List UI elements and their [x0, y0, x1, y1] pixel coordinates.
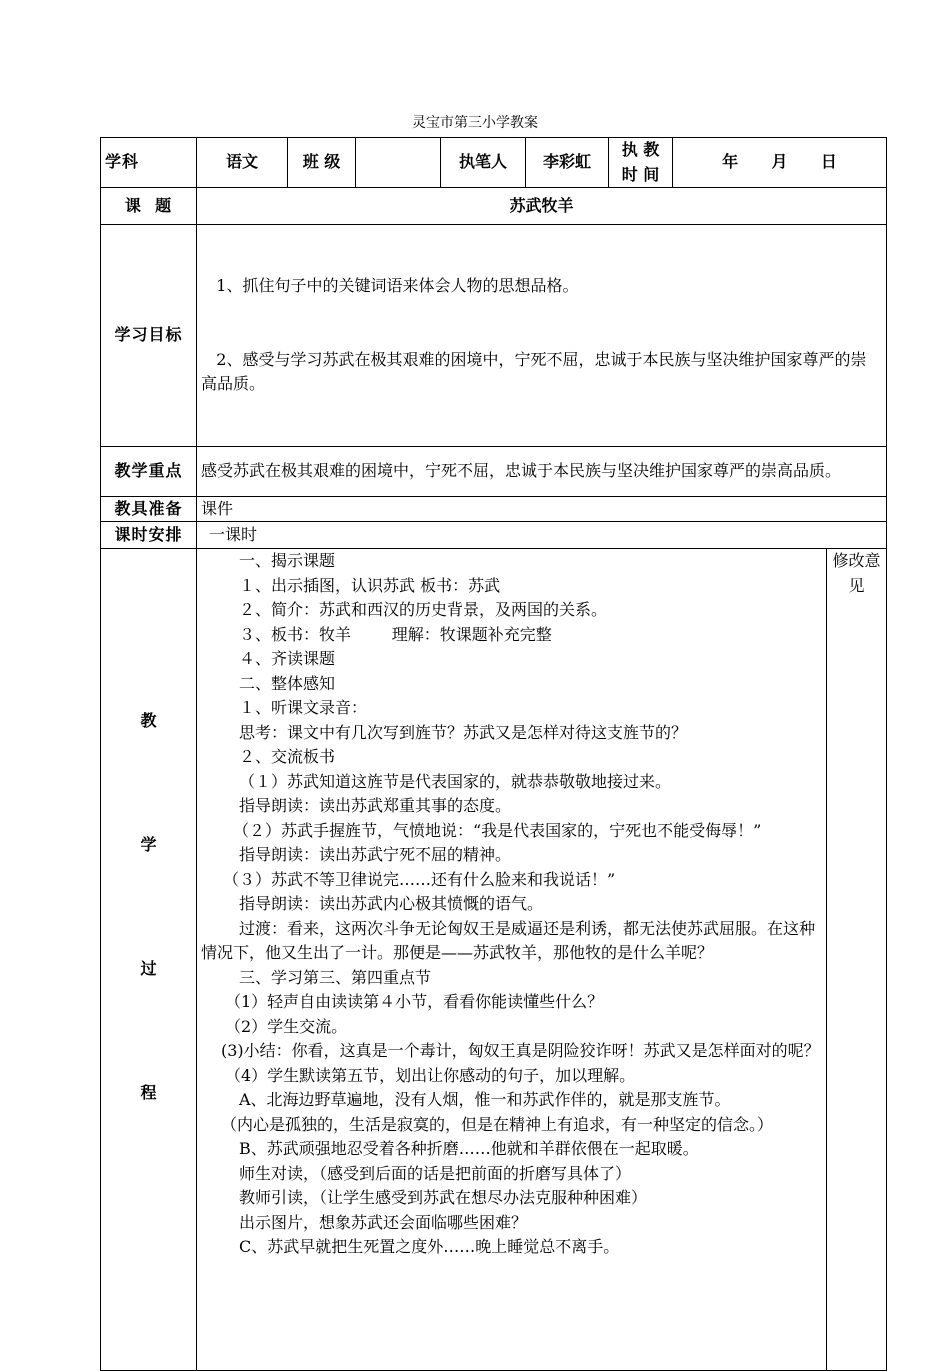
- process-line: ３、板书：牧羊 理解：牧课题补充完整: [239, 624, 552, 644]
- process-line: 出示图片，想象苏武还会面临哪些困难？: [239, 1212, 528, 1232]
- process-line: B、苏武顽强地忍受着各种折磨……他就和羊群依偎在一起取暖。: [239, 1139, 699, 1158]
- topic-value: 苏武牧羊: [197, 188, 887, 225]
- process-line: ４、齐读课题: [239, 649, 336, 668]
- schedule-row: [101, 522, 887, 549]
- process-line: 一、揭示课题: [239, 551, 336, 570]
- process-content: [197, 549, 827, 1371]
- header-row: [101, 138, 887, 188]
- process-line: 教师引读，（让学生感受到苏武在想尽办法克服种种困难）: [239, 1188, 648, 1207]
- goals-label: 学习目标: [101, 225, 197, 447]
- lesson-plan-table: [100, 137, 887, 1371]
- process-line: C、苏武早就把生死置之度外……晚上睡觉总不离手。: [239, 1237, 620, 1256]
- revision-notes: 修改意见: [827, 549, 887, 1371]
- subject-label: 学科: [101, 138, 197, 188]
- process-line: A、北海边野草遍地，没有人烟，惟一和苏武作伴的，就是那支旌节。: [239, 1090, 731, 1109]
- process-line: （３）苏武不等卫律说完……还有什么脸来和我说话！”: [223, 869, 616, 889]
- schedule-label: 课时安排: [101, 522, 197, 549]
- subject-value: 语文: [197, 138, 288, 188]
- goal-2: 2、感受与学习苏武在极其艰难的困境中，宁死不屈，忠诚于本民族与坚决维护国家尊严的崇高品质。: [201, 349, 867, 393]
- tools-row: [101, 496, 887, 522]
- process-line: ２、简介：苏武和西汉的历史背景，及两国的关系。: [239, 600, 608, 619]
- process-line: （内心是孤独的，生活是寂寞的，但是在精神上有追求，有一种坚定的信念。）: [221, 1114, 774, 1134]
- teaching-time-label-2: 时 间: [621, 164, 660, 184]
- schedule-value: 一课时: [197, 522, 887, 549]
- process-line: 指导朗读：读出苏武内心极其愤慨的语气。: [239, 894, 544, 913]
- process-line: 思考：课文中有几次写到旌节？苏武又是怎样对待这支旌节的？: [239, 722, 688, 742]
- process-char-4: 程: [140, 1083, 157, 1102]
- process-line: （2）学生交流。: [225, 1016, 348, 1036]
- focus-label: 教学重点: [101, 446, 197, 496]
- process-line: 师生对读，（感受到后面的话是把前面的折磨写具体了）: [239, 1163, 632, 1183]
- focus-value: 感受苏武在极其艰难的困境中，宁死不屈，忠诚于本民族与坚决维护国家尊严的崇高品质。: [197, 446, 887, 496]
- process-line: （4）学生默读第五节，划出让你感动的句子，加以理解。: [225, 1065, 636, 1085]
- topic-row: [101, 188, 887, 225]
- process-line: 三、学习第三、第四重点节: [239, 967, 432, 987]
- date-value: 年 月 日: [673, 138, 887, 188]
- process-line: 指导朗读：读出苏武郑重其事的态度。: [239, 796, 512, 815]
- process-line: １、出示插图，认识苏武 板书：苏武: [239, 575, 501, 595]
- process-line: ２、交流板书: [239, 747, 336, 766]
- process-row: [101, 549, 887, 1371]
- process-line: 二、整体感知: [239, 673, 336, 693]
- process-char-3: 过: [140, 959, 157, 978]
- goals-row: [101, 225, 887, 447]
- goals-content: [197, 225, 887, 447]
- tools-value: 课件: [197, 496, 887, 522]
- page-title: 灵宝市第三小学教案: [412, 115, 538, 131]
- teaching-time-label: [609, 138, 673, 188]
- process-line: １、听课文录音：: [239, 698, 368, 717]
- author-value: 李彩虹: [526, 138, 609, 188]
- goal-1: 1、抓住句子中的关键词语来体会人物的思想品格。: [201, 276, 579, 295]
- author-label: 执笔人: [441, 138, 526, 188]
- class-label: 班 级: [288, 138, 356, 188]
- process-label: [101, 549, 197, 1371]
- process-line: 指导朗读：读出苏武宁死不屈的精神。: [239, 845, 512, 864]
- process-line: 过渡：看来，这两次斗争无论匈奴王是威逼还是利诱，都无法使苏武屈服。在这种情况下，他又生出了一计。那便是——苏武牧羊，那他牧的是什么羊呢？: [201, 918, 816, 962]
- process-line: (3)小结：你看，这真是一个毒计，匈奴王真是阴险狡诈呀！苏武又是怎样面对的呢？: [221, 1041, 820, 1060]
- class-value: [356, 138, 441, 188]
- process-line: （２）苏武手握旌节，气愤地说：“我是代表国家的，宁死也不能受侮辱！”: [233, 820, 762, 840]
- tools-label: 教具准备: [101, 496, 197, 522]
- process-line: （１）苏武知道这旌节是代表国家的，就恭恭敬敬地接过来。: [239, 771, 672, 791]
- process-char-2: 学: [140, 835, 157, 854]
- topic-label: 课 题: [101, 188, 197, 225]
- process-line: （1）轻声自由读读第４小节，看看你能读懂些什么？: [225, 992, 604, 1011]
- focus-row: [101, 446, 887, 496]
- process-char-1: 教: [140, 711, 157, 730]
- teaching-time-label-1: 执 教: [621, 140, 660, 159]
